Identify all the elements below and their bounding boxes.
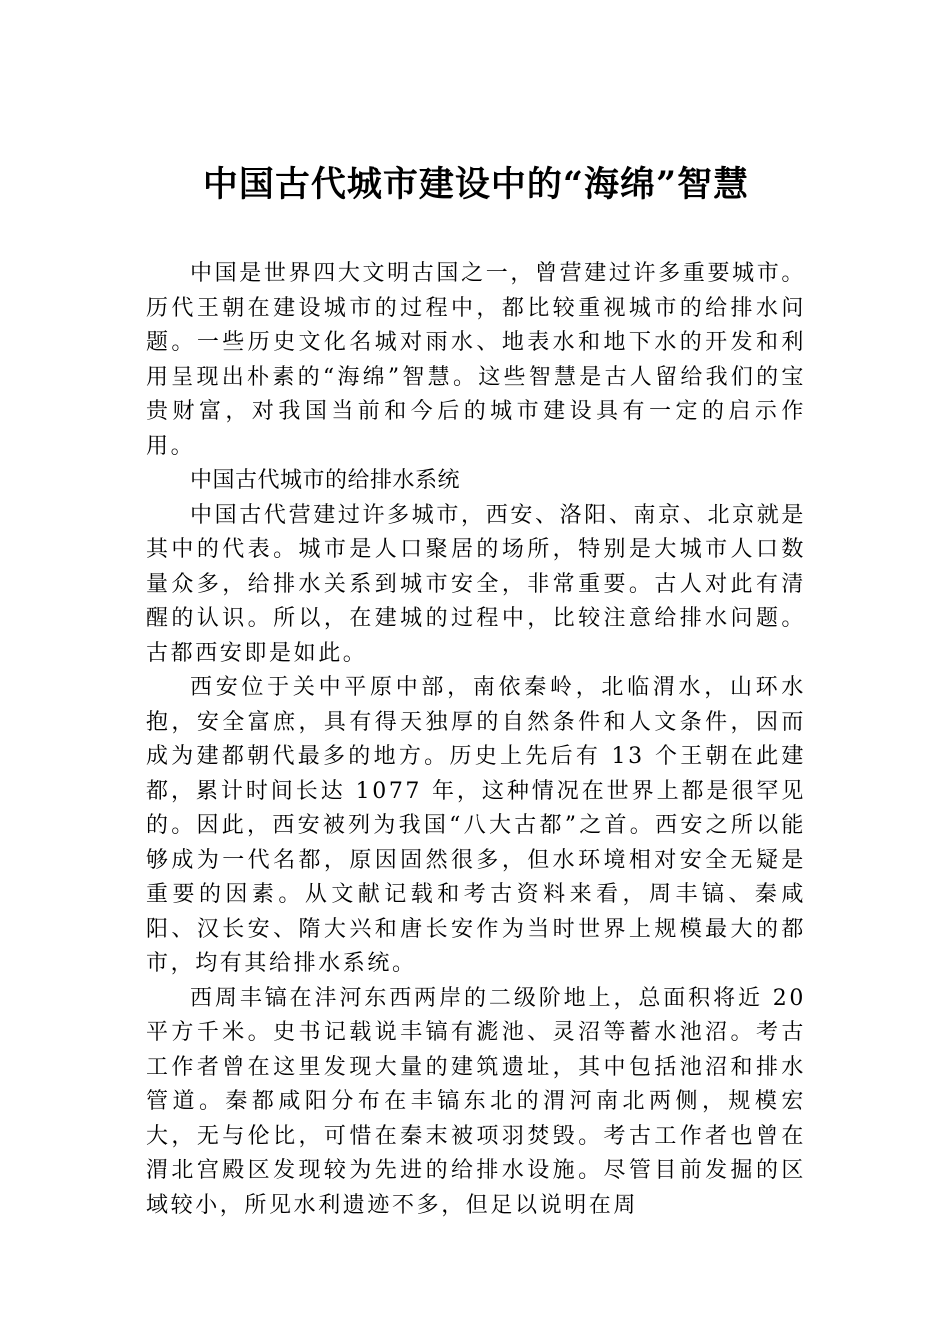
section-heading: 中国古代城市的给排水系统 [190, 468, 461, 493]
document-page [146, 160, 806, 1223]
section-paragraph: 中国古代营建过许多城市，西安、洛阳、南京、北京就是其中的代表。城市是人口聚居的场所，特别是大城市人口数量众多，给排水关系到城市安全，非常重要。古人对此有清醒的认识。所以，在建城的过程中，比较注意给排水问题。古都西安即是如此。 [146, 502, 806, 666]
section-paragraph: 西周丰镐在沣河东西两岸的二级阶地上，总面积将近 20 平方千米。史书记载说丰镐有滮池、灵沼等蓄水池沼。考古工作者曾在这里发现大量的建筑遗址，其中包括池沼和排水管道。秦都咸阳分布在丰镐东北的渭河南北两侧，规模宏大，无与伦比，可惜在秦末被项羽焚毁。考古工作者也曾在渭北宫殿区发现较为先进的给排水设施。尽管目前发掘的区域较小，所见水利遗迹不多，但足以说明在周 [146, 985, 806, 1218]
document-body [146, 257, 806, 1223]
intro-paragraph: 中国是世界四大文明古国之一，曾营建过许多重要城市。历代王朝在建设城市的过程中，都比较重视城市的给排水问题。一些历史文化名城对雨水、地表水和地下水的开发和利用呈现出朴素的“海绵”智慧。这些智慧是古人留给我们的宝贵财富，对我国当前和今后的城市建设具有一定的启示作用。 [146, 261, 806, 459]
section-paragraph: 西安位于关中平原中部，南依秦岭，北临渭水，山环水抱，安全富庶，具有得天独厚的自然条件和人文条件，因而成为建都朝代最多的地方。历史上先后有 13 个王朝在此建都，累计时间长达 1077 年，这种情况在世界上都是很罕见的。因此，西安被列为我国“八大古都”之首。西安之所以能够成为一代名都，原因固然很多，但水环境相对安全无疑是重要的因素。从文献记载和考古资料来看，周丰镐、秦咸阳、汉长安、隋大兴和唐长安作为当时世界上规模最大的都市，均有其给排水系统。 [146, 675, 806, 976]
document-title: 中国古代城市建设中的“海绵”智慧 [202, 164, 750, 205]
